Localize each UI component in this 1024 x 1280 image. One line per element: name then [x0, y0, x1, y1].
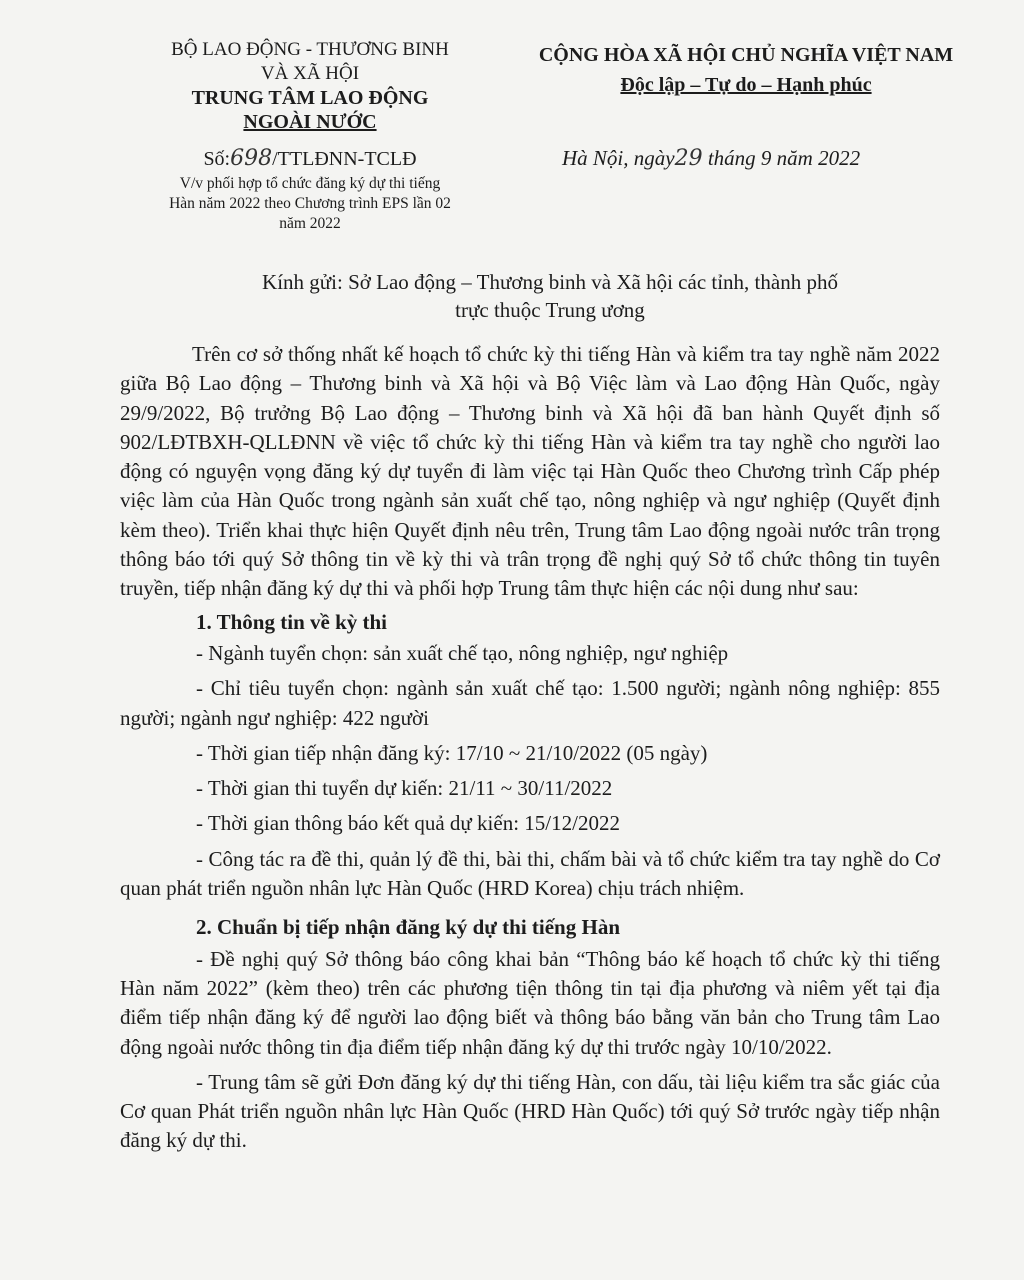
intro-paragraph: Trên cơ sở thống nhất kế hoạch tổ chức kỳ thi tiếng Hàn và kiểm tra tay nghề năm 2022 giữa Bộ Lao động – Thương binh và Xã hội và Bộ Việc làm và Lao động Hàn Quốc, ngày 29/9/2022, Bộ trưởng Bộ Lao động – Thương binh và Xã hội đã ban hành Quyết định số 902/LĐTBXH-QLLĐNN về việc tổ chức kỳ thi tiếng Hàn và kiểm tra tay nghề cho người lao động có nguyện vọng đăng ký dự tuyển đi làm việc tại Hàn Quốc theo Chương trình Cấp phép việc làm của Hàn Quốc trong ngành sản xuất chế tạo, nông nghiệp và ngư nghiệp (Quyết định kèm theo). Triển khai thực hiện Quyết định nêu trên, Trung tâm Lao động ngoài nước trân trọng thông báo tới quý Sở thông tin về kỳ thi và trân trọng đề nghị quý Sở tổ chức thông tin tuyên truyền, tiếp nhận đăng ký dự thi và phối hợp Trung tâm thực hiện các nội dung như sau: — [120, 342, 940, 601]
ministry-line-2: VÀ XÃ HỘI — [260, 63, 360, 84]
section-2-item: - Trung tâm sẽ gửi Đơn đăng ký dự thi tiếng Hàn, con dấu, tài liệu kiểm tra sắc giác của Cơ quan Phát triển nguồn nhân lực Hàn Quốc (HRD Hàn Quốc) tới quý Sở trước ngày tiếp nhận đăng ký dự thi. — [120, 1069, 940, 1153]
section-2-title: 2. Chuẩn bị tiếp nhận đăng ký dự thi tiếng Hàn — [196, 915, 620, 940]
national-header — [516, 40, 976, 100]
subject-line-1: V/v phối hợp tổ chức đăng ký dự thi tiếng — [179, 175, 441, 192]
date-rest: tháng 9 năm 2022 — [707, 146, 861, 170]
document-subject — [130, 174, 490, 234]
doc-number-prefix: Số: — [203, 148, 231, 170]
center-line-1: TRUNG TÂM LAO ĐỘNG — [191, 87, 429, 109]
section-1-item: - Ngành tuyển chọn: sản xuất chế tạo, nông nghiệp, ngư nghiệp — [196, 640, 729, 665]
section-1-item: - Chỉ tiêu tuyển chọn: ngành sản xuất chế tạo: 1.500 người; ngành nông nghiệp: 855 người; ngành ngư nghiệp: 422 người — [120, 676, 940, 730]
recipient-line-1: Kính gửi: Sở Lao động – Thương binh và Xã hội các tỉnh, thành phố — [262, 270, 838, 294]
recipient — [190, 268, 910, 324]
date-prefix: Hà Nội, ngày — [562, 146, 675, 170]
republic-title: CỘNG HÒA XÃ HỘI CHỦ NGHĨA VIỆT NAM — [538, 44, 954, 66]
doc-number-suffix: /TTLĐNN-TCLĐ — [272, 148, 417, 170]
subject-line-3: năm 2022 — [279, 215, 341, 232]
center-line-2: NGOÀI NƯỚC — [243, 111, 377, 133]
subject-line-2: Hàn năm 2022 theo Chương trình EPS lần 02 — [169, 195, 451, 212]
ministry-line-1: BỘ LAO ĐỘNG - THƯƠNG BINH — [171, 39, 449, 60]
section-1-item: - Công tác ra đề thi, quản lý đề thi, bài thi, chấm bài và tổ chức kiểm tra tay nghề do Cơ quan phát triển nguồn nhân lực Hàn Quốc (HRD Korea) chịu trách nhiệm. — [120, 846, 940, 901]
document-date — [562, 146, 860, 171]
section-2-item: - Đề nghị quý Sở thông báo công khai bản “Thông báo kế hoạch tổ chức kỳ thi tiếng Hàn năm 2022” (kèm theo) trên các phương tiện thông tin tại địa phương và niêm yết tại địa điểm tiếp nhận đăng ký để người lao động biết và thông báo bằng văn bản cho Trung tâm Lao động ngoài nước thông tin địa điểm tiếp nhận đăng ký dự thi trước ngày 10/10/2022. — [120, 946, 940, 1059]
section-1-item: - Thời gian thông báo kết quả dự kiến: 15/12/2022 — [196, 811, 620, 836]
issuer-header — [150, 38, 470, 134]
doc-number-handwritten: 698 — [230, 146, 273, 171]
national-motto: Độc lập – Tự do – Hạnh phúc — [620, 74, 872, 96]
recipient-line-2: trực thuộc Trung ương — [455, 298, 645, 322]
section-1-title: 1. Thông tin về kỳ thi — [196, 609, 387, 634]
date-day-handwritten: 29 — [674, 146, 703, 171]
document-number — [150, 146, 470, 171]
document-body — [120, 340, 940, 1156]
section-1-item: - Thời gian tiếp nhận đăng ký: 17/10 ~ 21/10/2022 (05 ngày) — [196, 740, 708, 765]
section-1-item: - Thời gian thi tuyển dự kiến: 21/11 ~ 30/11/2022 — [196, 776, 613, 801]
